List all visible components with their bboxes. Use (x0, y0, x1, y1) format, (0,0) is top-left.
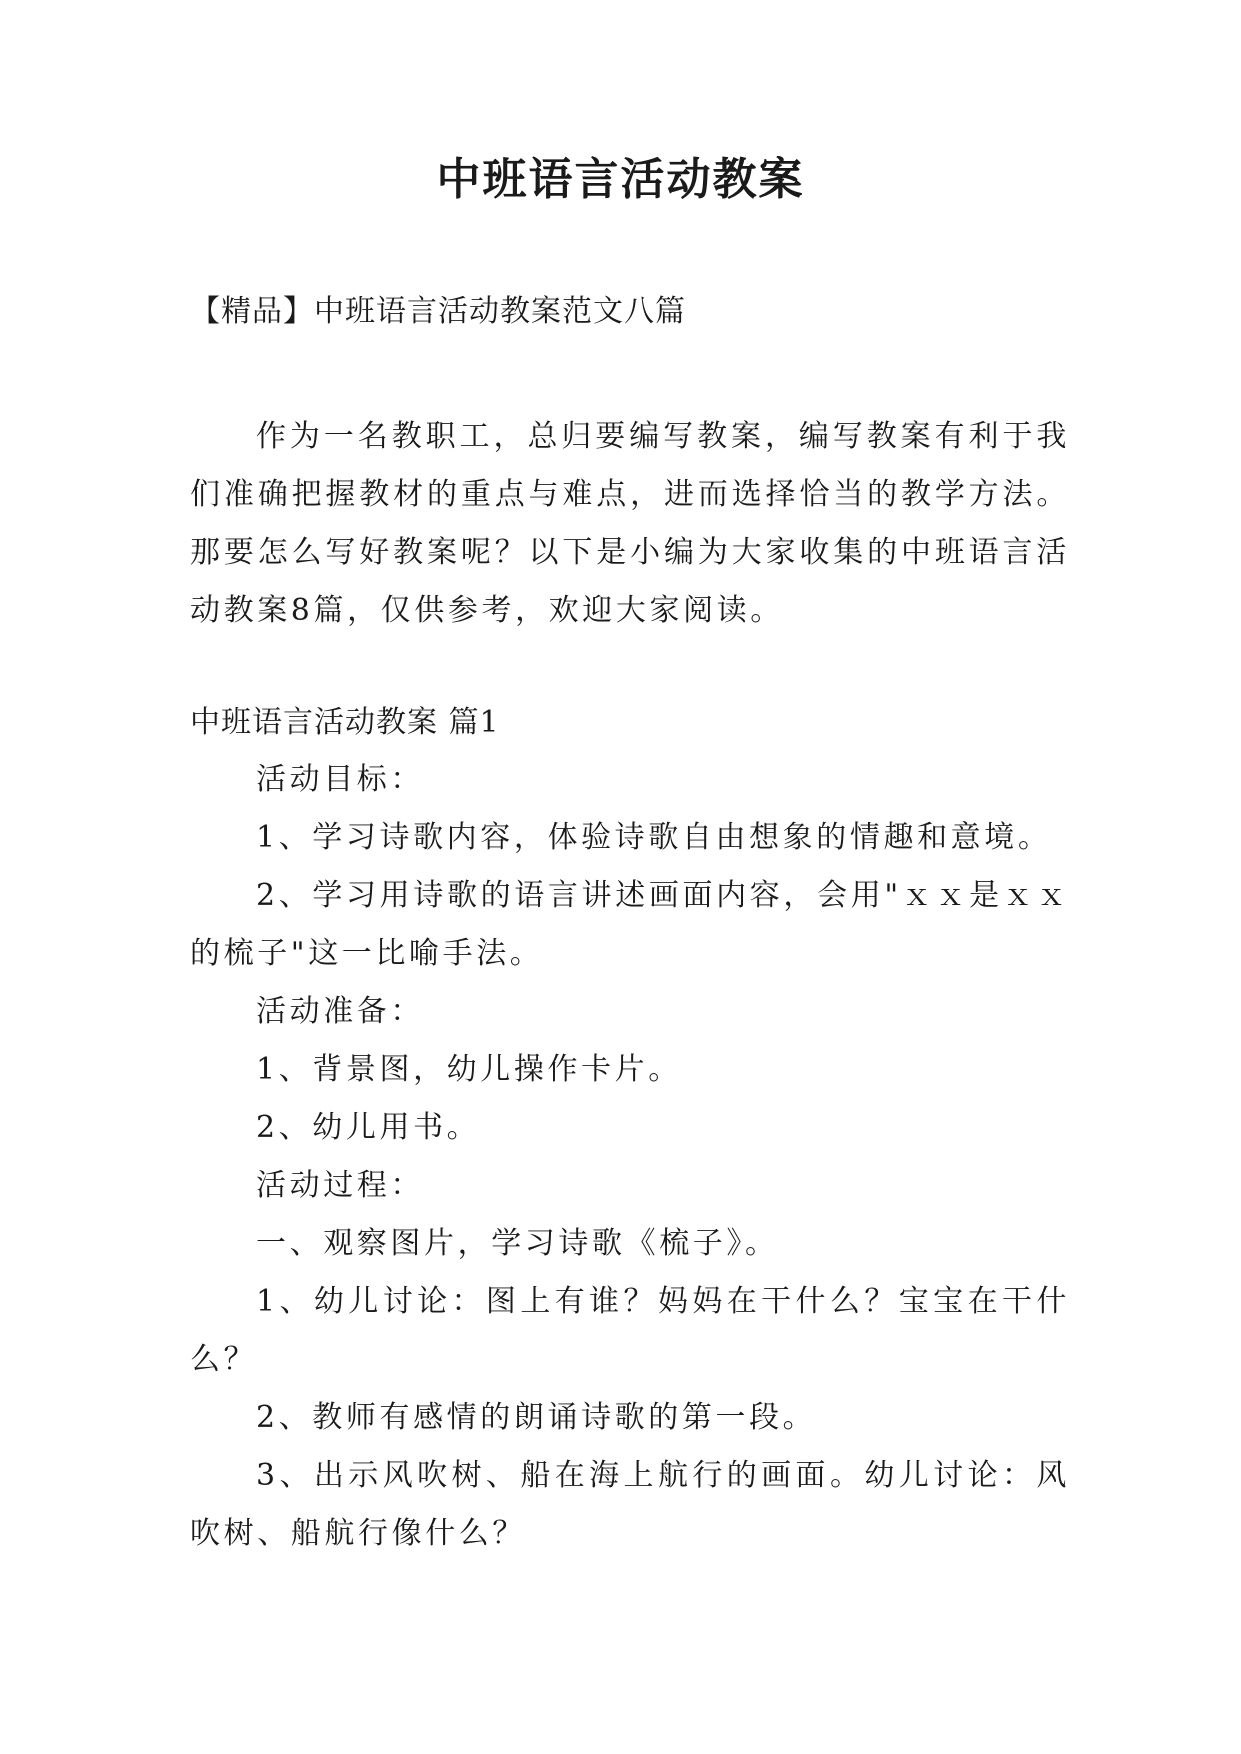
document-title: 中班语言活动教案 (436, 154, 805, 205)
paragraph-process-3: 3、出示风吹树、船在海上航行的画面。幼儿讨论：风吹树、船航行像什么？ (190, 1458, 1070, 1551)
paragraph-process-2: 2、教师有感情的朗诵诗歌的第一段。 (256, 1400, 817, 1435)
paragraph-goal-1: 1、学习诗歌内容，体验诗歌自由想象的情趣和意境。 (256, 820, 1052, 855)
paragraph-activity-process: 活动过程： (256, 1168, 424, 1203)
paragraph-process-step-1: 一、观察图片，学习诗歌《梳子》。 (256, 1226, 779, 1261)
intro-paragraph: 作为一名教职工，总归要编写教案，编写教案有利于我们准确把握教材的重点与难点，进而选择恰当的教学方法。那要怎么写好教案呢？以下是小编为大家收集的中班语言活动教案8篇，仅供参考，欢迎大家阅读。 (190, 419, 1070, 628)
section-body (190, 751, 1070, 1563)
paragraph-activity-preparation: 活动准备： (256, 994, 424, 1029)
document-subtitle: 【精品】中班语言活动教案范文八篇 (190, 294, 686, 329)
paragraph-preparation-2: 2、幼儿用书。 (256, 1110, 481, 1145)
paragraph-goal-2: 2、学习用诗歌的语言讲述画面内容，会用"ｘｘ是ｘｘ的梳子"这一比喻手法。 (190, 878, 1070, 971)
section-heading: 中班语言活动教案 篇1 (190, 705, 500, 740)
paragraph-activity-goals: 活动目标： (256, 762, 424, 797)
paragraph-process-1: 1、幼儿讨论：图上有谁？妈妈在干什么？宝宝在干什么？ (190, 1284, 1070, 1377)
paragraph-preparation-1: 1、背景图，幼儿操作卡片。 (256, 1052, 682, 1087)
